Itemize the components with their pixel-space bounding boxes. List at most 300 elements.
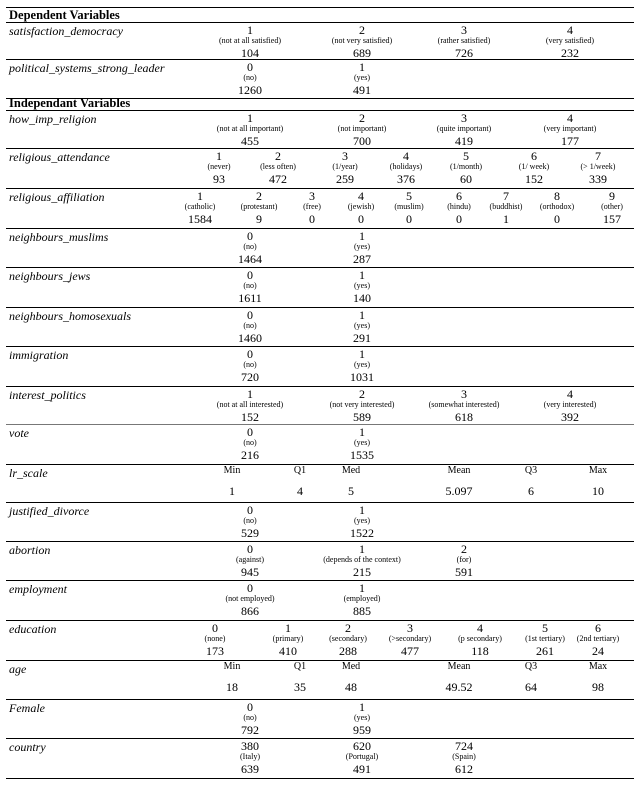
category-label: (p secondary) <box>458 634 502 643</box>
category-count: 261 <box>536 644 554 658</box>
variable-name: religious_affiliation <box>9 190 105 204</box>
category-label: (yes) <box>354 360 370 369</box>
stat-cell <box>426 662 492 694</box>
category-count: 866 <box>241 604 259 618</box>
category-label: (very interested) <box>543 400 597 409</box>
category-cell <box>409 388 519 424</box>
category-count: 589 <box>353 410 371 424</box>
category-code: 3 <box>461 23 467 37</box>
category-count: 392 <box>561 410 579 424</box>
stat-cell <box>318 466 384 498</box>
category-cell <box>307 112 417 148</box>
stat-label: Q1 <box>293 465 307 476</box>
variable-name: justified_divorce <box>9 504 90 518</box>
row-divider <box>6 22 634 23</box>
category-count: 0 <box>456 212 462 226</box>
category-code: 1 <box>359 229 365 243</box>
category-label: (yes) <box>354 321 370 330</box>
category-cell <box>195 504 305 540</box>
category-label: (free) <box>303 202 321 211</box>
category-count: 885 <box>353 604 371 618</box>
category-cell <box>409 24 519 60</box>
category-cell <box>195 426 305 462</box>
stat-value: 1 <box>229 484 235 498</box>
stat-label: Med <box>341 465 361 476</box>
category-label: (not at all important) <box>216 124 284 133</box>
stat-value: 64 <box>525 680 537 694</box>
category-label: (1/ week) <box>518 162 550 171</box>
stat-label: Mean <box>447 661 471 672</box>
category-code: 0 <box>247 308 253 322</box>
variable-name: Female <box>9 701 45 715</box>
category-label: (jewish) <box>347 202 375 211</box>
stat-cell <box>498 662 564 694</box>
category-label: (yes) <box>354 281 370 290</box>
row-divider <box>6 738 634 739</box>
category-code: 0 <box>212 621 218 635</box>
stat-cell <box>199 662 265 694</box>
row-divider <box>6 307 634 308</box>
category-count: 959 <box>353 723 371 737</box>
category-count: 455 <box>241 134 259 148</box>
category-code: 620 <box>353 739 371 753</box>
category-code: 1 <box>359 581 365 595</box>
category-count: 24 <box>592 644 604 658</box>
category-cell <box>377 622 443 658</box>
variable-name: age <box>9 662 27 676</box>
category-code: 1 <box>359 268 365 282</box>
category-count: 720 <box>241 370 259 384</box>
category-count: 215 <box>353 565 371 579</box>
category-code: 0 <box>247 425 253 439</box>
category-code: 3 <box>461 111 467 125</box>
category-count: 700 <box>353 134 371 148</box>
category-cell <box>195 348 305 384</box>
row-divider <box>6 778 634 779</box>
category-code: 1 <box>285 621 291 635</box>
category-cell <box>246 150 310 186</box>
stat-label: Max <box>588 661 608 672</box>
category-code: 380 <box>241 739 259 753</box>
category-label: (muslim) <box>394 202 424 211</box>
category-label: (no) <box>243 516 257 525</box>
category-label: (no) <box>243 281 257 290</box>
category-code: 5 <box>463 149 469 163</box>
stat-cell <box>565 466 631 498</box>
stat-label: Min <box>223 465 241 476</box>
category-cell <box>255 622 321 658</box>
category-label: (no) <box>243 242 257 251</box>
category-cell <box>307 61 417 97</box>
category-label: (no) <box>243 321 257 330</box>
category-count: 0 <box>309 212 315 226</box>
variable-name: interest_politics <box>9 388 86 402</box>
category-count: 491 <box>353 83 371 97</box>
category-label: (employed) <box>343 594 381 603</box>
category-count: 1584 <box>188 212 212 226</box>
category-code: 7 <box>503 189 509 203</box>
category-code: 4 <box>567 23 573 37</box>
category-code: 2 <box>256 189 262 203</box>
stat-cell <box>199 466 265 498</box>
category-code: 9 <box>609 189 615 203</box>
category-label: (holidays) <box>389 162 423 171</box>
stat-value: 48 <box>345 680 357 694</box>
category-count: 0 <box>406 212 412 226</box>
variable-name: neighbours_muslims <box>9 230 109 244</box>
variable-name: abortion <box>9 543 51 557</box>
category-label: (not important) <box>337 124 387 133</box>
stat-cell <box>498 466 564 498</box>
category-cell <box>190 740 310 776</box>
category-count: 232 <box>561 46 579 60</box>
category-code: 0 <box>247 60 253 74</box>
row-divider <box>6 267 634 268</box>
category-cell <box>231 190 287 226</box>
variable-name: education <box>9 622 57 636</box>
stat-label: Q1 <box>293 661 307 672</box>
category-cell <box>182 622 248 658</box>
category-count: 287 <box>353 252 371 266</box>
category-cell <box>195 701 305 737</box>
row-divider <box>6 699 634 700</box>
category-count: 104 <box>241 46 259 60</box>
category-count: 591 <box>455 565 473 579</box>
category-label: (not employed) <box>225 594 275 603</box>
category-cell <box>374 150 438 186</box>
category-count: 140 <box>353 291 371 305</box>
category-count: 291 <box>353 331 371 345</box>
category-count: 60 <box>460 172 472 186</box>
category-code: 6 <box>595 621 601 635</box>
category-count: 0 <box>554 212 560 226</box>
category-cell <box>566 150 630 186</box>
category-count: 726 <box>455 46 473 60</box>
stat-cell <box>565 662 631 694</box>
category-cell <box>307 582 417 618</box>
category-code: 5 <box>406 189 412 203</box>
section-header-dependent: Dependent Variables <box>9 8 120 22</box>
row-divider <box>6 148 634 149</box>
category-label: (catholic) <box>184 202 216 211</box>
category-code: 6 <box>456 189 462 203</box>
category-count: 152 <box>525 172 543 186</box>
variable-name: religious_attendance <box>9 150 110 164</box>
category-code: 7 <box>595 149 601 163</box>
category-label: (somewhat interested) <box>428 400 500 409</box>
stat-value: 10 <box>592 484 604 498</box>
category-count: 1260 <box>238 83 262 97</box>
category-count: 472 <box>269 172 287 186</box>
category-code: 6 <box>531 149 537 163</box>
category-cell <box>307 504 417 540</box>
category-code: 8 <box>554 189 560 203</box>
category-code: 4 <box>567 387 573 401</box>
variable-name: satisfaction_democracy <box>9 24 123 38</box>
category-cell <box>315 622 381 658</box>
category-count: 0 <box>358 212 364 226</box>
category-count: 1464 <box>238 252 262 266</box>
category-label: (>secondary) <box>388 634 432 643</box>
category-label: (not at all interested) <box>216 400 284 409</box>
category-code: 0 <box>247 268 253 282</box>
category-label: (yes) <box>354 438 370 447</box>
category-count: 173 <box>206 644 224 658</box>
category-label: (Spain) <box>452 752 476 761</box>
category-count: 93 <box>213 172 225 186</box>
category-label: (never) <box>207 162 231 171</box>
category-count: 612 <box>455 762 473 776</box>
category-code: 0 <box>247 503 253 517</box>
category-label: (> 1/week) <box>580 162 616 171</box>
category-count: 689 <box>353 46 371 60</box>
category-cell <box>529 190 585 226</box>
category-cell <box>195 24 305 60</box>
category-count: 1031 <box>350 370 374 384</box>
stat-value: 5.097 <box>445 484 473 498</box>
category-code: 1 <box>359 347 365 361</box>
category-count: 216 <box>241 448 259 462</box>
stat-label: Mean <box>447 465 471 476</box>
category-label: (no) <box>243 360 257 369</box>
category-code: 1 <box>359 425 365 439</box>
category-count: 339 <box>589 172 607 186</box>
category-label: (buddhist) <box>489 202 523 211</box>
category-code: 4 <box>358 189 364 203</box>
category-count: 118 <box>471 644 489 658</box>
row-divider <box>6 580 634 581</box>
category-label: (no) <box>243 73 257 82</box>
category-label: (no) <box>243 438 257 447</box>
category-cell <box>195 582 305 618</box>
row-divider <box>6 386 634 387</box>
category-label: (depends of the context) <box>323 555 401 564</box>
category-cell <box>172 190 228 226</box>
stat-value: 35 <box>294 680 306 694</box>
category-code: 724 <box>455 739 473 753</box>
category-cell <box>502 150 566 186</box>
category-label: (for) <box>456 555 472 564</box>
category-count: 1522 <box>350 526 374 540</box>
category-code: 0 <box>247 700 253 714</box>
category-cell <box>381 190 437 226</box>
category-code: 1 <box>359 60 365 74</box>
category-count: 1 <box>503 212 509 226</box>
category-count: 1460 <box>238 331 262 345</box>
category-code: 1 <box>197 189 203 203</box>
category-count: 1535 <box>350 448 374 462</box>
row-divider <box>6 110 634 111</box>
row-divider <box>6 188 634 189</box>
category-code: 4 <box>403 149 409 163</box>
category-code: 1 <box>216 149 222 163</box>
stat-label: Min <box>223 661 241 672</box>
category-label: (very important) <box>543 124 597 133</box>
category-label: (very satisfied) <box>545 36 595 45</box>
category-code: 1 <box>247 387 253 401</box>
category-cell <box>195 112 305 148</box>
category-count: 177 <box>561 134 579 148</box>
stat-value: 49.52 <box>445 680 473 694</box>
category-code: 2 <box>359 387 365 401</box>
category-cell <box>284 190 340 226</box>
category-cell <box>409 112 519 148</box>
category-cell <box>307 701 417 737</box>
category-code: 1 <box>359 542 365 556</box>
category-label: (hindu) <box>447 202 471 211</box>
variable-name: neighbours_homosexuals <box>9 309 131 323</box>
category-cell <box>190 543 310 579</box>
category-cell <box>515 112 625 148</box>
stat-cell <box>318 662 384 694</box>
category-label: (orthodox) <box>539 202 575 211</box>
category-code: 1 <box>247 23 253 37</box>
category-label: (not very interested) <box>329 400 395 409</box>
category-label: (none) <box>204 634 226 643</box>
stat-cell <box>426 466 492 498</box>
section-header-independent: Independant Variables <box>9 96 131 110</box>
variable-name: country <box>9 740 46 754</box>
category-code: 3 <box>309 189 315 203</box>
variable-name: neighbours_jews <box>9 269 91 283</box>
category-label: (2nd tertiary) <box>576 634 620 643</box>
stat-value: 18 <box>226 680 238 694</box>
stat-label: Q3 <box>524 661 538 672</box>
category-label: (primary) <box>272 634 304 643</box>
category-label: (yes) <box>354 516 370 525</box>
category-cell <box>187 150 251 186</box>
category-cell <box>404 740 524 776</box>
row-divider <box>6 228 634 229</box>
row-divider <box>6 346 634 347</box>
category-cell <box>307 24 417 60</box>
category-cell <box>307 269 417 305</box>
category-cell <box>307 388 417 424</box>
category-cell <box>565 622 631 658</box>
category-count: 1611 <box>238 291 262 305</box>
category-count: 419 <box>455 134 473 148</box>
category-code: 4 <box>567 111 573 125</box>
stat-label: Q3 <box>524 465 538 476</box>
variable-name: vote <box>9 426 29 440</box>
category-cell <box>515 388 625 424</box>
stat-value: 5 <box>348 484 354 498</box>
category-code: 1 <box>359 503 365 517</box>
variable-name: political_systems_strong_leader <box>9 61 165 75</box>
category-label: (1/month) <box>450 162 482 171</box>
category-count: 945 <box>241 565 259 579</box>
category-code: 0 <box>247 229 253 243</box>
category-label: (rather satisfied) <box>437 36 491 45</box>
category-code: 3 <box>461 387 467 401</box>
category-cell <box>195 61 305 97</box>
category-count: 376 <box>397 172 415 186</box>
category-count: 639 <box>241 762 259 776</box>
stat-value: 6 <box>528 484 534 498</box>
category-count: 288 <box>339 644 357 658</box>
category-cell <box>478 190 534 226</box>
category-code: 3 <box>407 621 413 635</box>
category-code: 2 <box>359 111 365 125</box>
category-cell <box>515 24 625 60</box>
category-cell <box>195 388 305 424</box>
variable-name: immigration <box>9 348 69 362</box>
category-label: (1st tertiary) <box>525 634 565 643</box>
category-label: (less often) <box>260 162 296 171</box>
category-label: (other) <box>601 202 623 211</box>
row-divider <box>6 660 634 661</box>
category-cell <box>307 309 417 345</box>
category-code: 1 <box>247 111 253 125</box>
category-code: 3 <box>342 149 348 163</box>
category-code: 0 <box>247 347 253 361</box>
category-count: 618 <box>455 410 473 424</box>
category-label: (yes) <box>354 73 370 82</box>
category-cell <box>584 190 640 226</box>
category-code: 2 <box>461 542 467 556</box>
category-label: (1/year) <box>332 162 358 171</box>
category-cell <box>307 230 417 266</box>
category-code: 1 <box>359 308 365 322</box>
category-label: (Portugal) <box>345 752 379 761</box>
category-code: 1 <box>359 700 365 714</box>
category-code: 2 <box>275 149 281 163</box>
variable-name: lr_scale <box>9 466 48 480</box>
variable-name: employment <box>9 582 67 596</box>
category-label: (secondary) <box>329 634 367 643</box>
stat-label: Max <box>588 465 608 476</box>
row-divider <box>6 502 634 503</box>
category-cell <box>307 426 417 462</box>
row-divider <box>6 464 634 465</box>
variable-name: how_imp_religion <box>9 112 97 126</box>
stat-label: Med <box>341 661 361 672</box>
category-count: 792 <box>241 723 259 737</box>
category-label: (against) <box>236 555 264 564</box>
category-label: (quite important) <box>436 124 492 133</box>
category-count: 477 <box>401 644 419 658</box>
category-count: 410 <box>279 644 297 658</box>
category-cell <box>195 309 305 345</box>
row-divider <box>6 620 634 621</box>
category-count: 152 <box>241 410 259 424</box>
category-label: (yes) <box>354 713 370 722</box>
category-code: 2 <box>345 621 351 635</box>
row-divider <box>6 541 634 542</box>
category-label: (not very satisfied) <box>331 36 393 45</box>
category-code: 2 <box>359 23 365 37</box>
stat-value: 98 <box>592 680 604 694</box>
row-divider <box>6 424 634 425</box>
category-cell <box>313 150 377 186</box>
category-code: 5 <box>542 621 548 635</box>
category-count: 529 <box>241 526 259 540</box>
category-cell <box>434 150 498 186</box>
stat-value: 4 <box>297 484 303 498</box>
category-cell <box>195 230 305 266</box>
category-cell <box>447 622 513 658</box>
category-count: 259 <box>336 172 354 186</box>
category-count: 157 <box>603 212 621 226</box>
category-label: (yes) <box>354 242 370 251</box>
category-label: (not at all satisfied) <box>219 36 281 45</box>
category-label: (protestant) <box>240 202 278 211</box>
category-code: 4 <box>477 621 483 635</box>
category-count: 9 <box>256 212 262 226</box>
category-count: 491 <box>353 762 371 776</box>
category-label: (no) <box>243 713 257 722</box>
category-code: 0 <box>247 542 253 556</box>
